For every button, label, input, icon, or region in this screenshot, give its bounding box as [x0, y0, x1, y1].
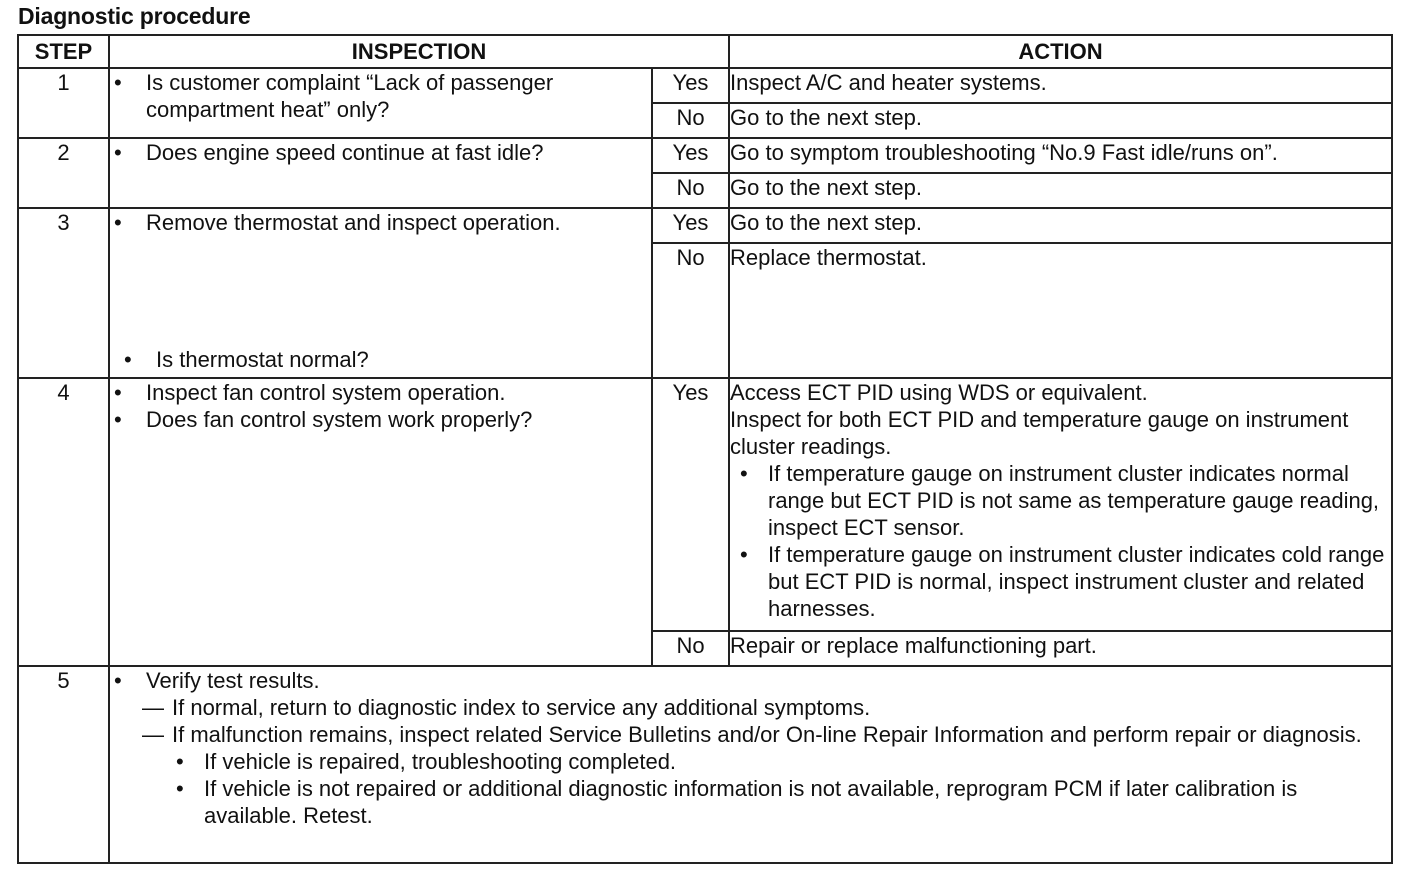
step5-sub-bullet: • If vehicle is repaired, troubleshooting completed. — [110, 748, 1371, 775]
step-number: 3 — [18, 208, 109, 378]
no-action: Replace thermostat. — [729, 243, 1392, 378]
table-row — [18, 378, 1392, 631]
step5-cell — [109, 666, 1392, 863]
table-row — [18, 208, 1392, 243]
inspection-item: • Does fan control system work properly? — [110, 406, 651, 433]
step-number: 2 — [18, 138, 109, 208]
yes-action: Go to symptom troubleshooting “No.9 Fast idle/runs on”. — [729, 138, 1392, 173]
inspection-item: • Inspect fan control system operation. — [110, 379, 651, 406]
step-number: 1 — [18, 68, 109, 138]
no-action: Go to the next step. — [729, 103, 1392, 138]
inspection-cell — [109, 68, 652, 138]
action-line: Access ECT PID using WDS or equivalent. — [730, 380, 1148, 405]
action-bullet: • If temperature gauge on instrument cluster indicates normal range but ECT PID is not same as temperature gauge reading, inspect ECT sensor. — [730, 460, 1391, 541]
dash-mark: — — [142, 722, 164, 747]
action-bullet: • If temperature gauge on instrument cluster indicates cold range but ECT PID is normal, inspect instrument cluster and related harnesses. — [730, 541, 1391, 622]
header-row — [18, 35, 1392, 68]
table-row — [18, 68, 1392, 103]
inspection-item: • Is customer complaint “Lack of passenger compartment heat” only? — [110, 69, 651, 123]
no-label: No — [652, 631, 729, 666]
yes-label: Yes — [652, 208, 729, 243]
step5-sub-bullet: • If vehicle is not repaired or additional diagnostic information is not available, reprogram PCM if later calibration is available. Retest. — [110, 775, 1371, 829]
action-line: Inspect for both ECT PID and temperature gauge on instrument cluster readings. — [730, 407, 1349, 459]
yes-action: Inspect A/C and heater systems. — [729, 68, 1392, 103]
diagnostic-table — [17, 34, 1393, 864]
inspection-cell — [109, 138, 652, 208]
table-row — [18, 138, 1392, 173]
step-number: 5 — [18, 666, 109, 863]
step5-bullet: • Verify test results. — [110, 667, 1371, 694]
inspection-cell — [109, 378, 652, 666]
step5-dash-item — [110, 694, 1371, 721]
yes-label: Yes — [652, 378, 729, 631]
dash-text: If malfunction remains, inspect related Service Bulletins and/or On-line Repair Information and perform repair or diagnosis. — [172, 722, 1362, 747]
no-label: No — [652, 103, 729, 138]
no-label: No — [652, 243, 729, 378]
no-action: Go to the next step. — [729, 173, 1392, 208]
inspection-cell — [109, 208, 652, 378]
yes-label: Yes — [652, 138, 729, 173]
dash-mark: — — [142, 695, 164, 720]
dash-text: If normal, return to diagnostic index to service any additional symptoms. — [172, 695, 871, 720]
header-step: STEP — [18, 35, 109, 68]
no-action: Repair or replace malfunctioning part. — [729, 631, 1392, 666]
header-action: ACTION — [729, 35, 1392, 68]
yes-action: Go to the next step. — [729, 208, 1392, 243]
inspection-item: • Does engine speed continue at fast idle? — [110, 139, 651, 166]
page-title: Diagnostic procedure — [18, 3, 251, 29]
inspection-item: • Is thermostat normal? — [120, 346, 369, 373]
yes-action — [729, 378, 1392, 631]
step-number: 4 — [18, 378, 109, 666]
table-row — [18, 666, 1392, 863]
step5-dash-item — [110, 721, 1371, 748]
inspection-item: • Remove thermostat and inspect operation. — [110, 209, 651, 236]
yes-label: Yes — [652, 68, 729, 103]
header-inspection: INSPECTION — [109, 35, 729, 68]
no-label: No — [652, 173, 729, 208]
